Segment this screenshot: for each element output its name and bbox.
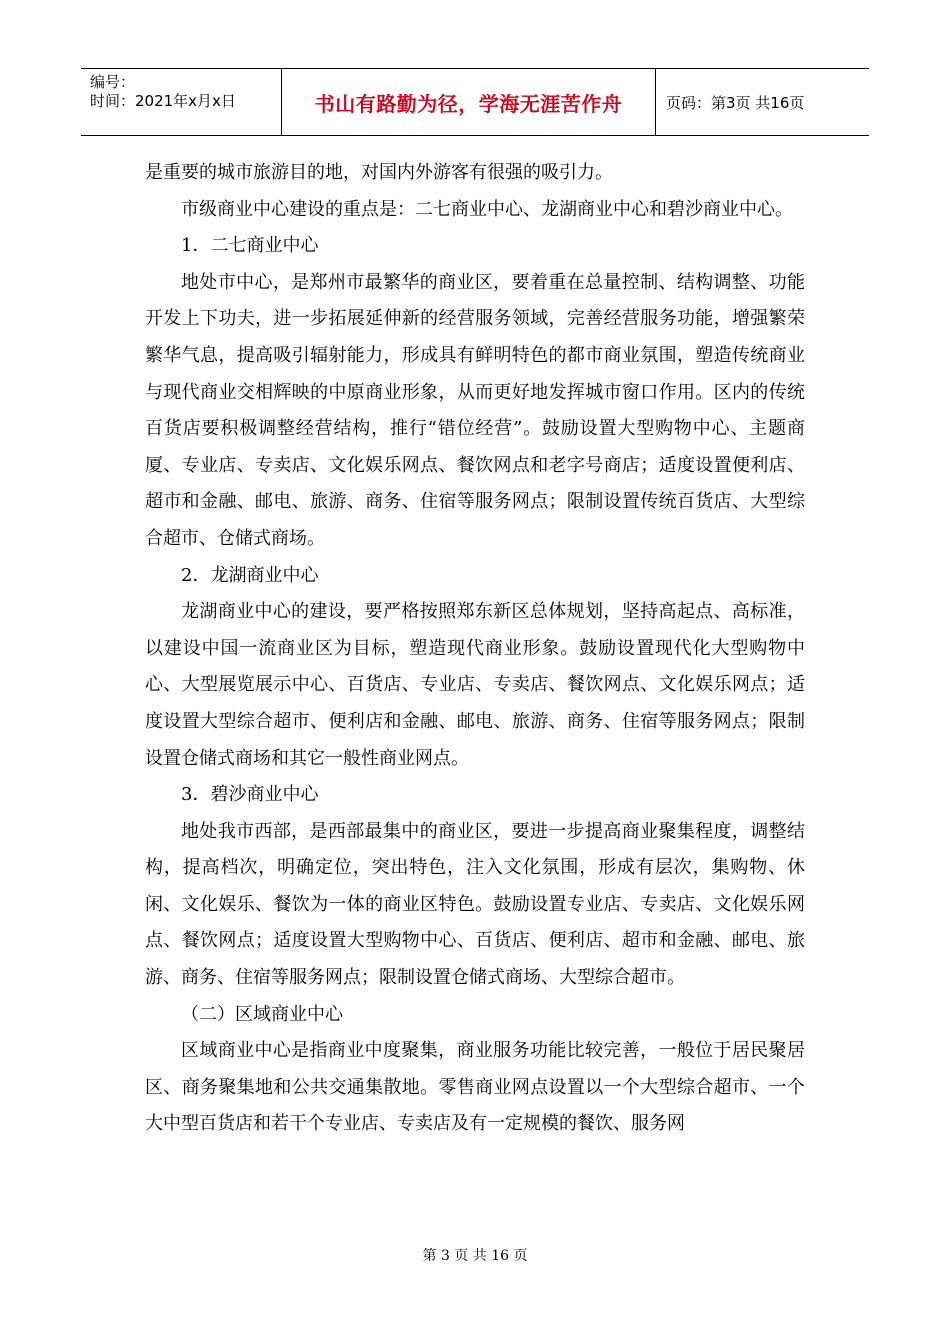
body-paragraph: 地处市中心，是郑州市最繁华的商业区，要着重在总量控制、结构调整、功能开发上下功夫，进一步拓展延伸新的经营服务领域，完善经营服务功能，增强繁荣繁华气息，提高吸引辐射能力，形成具有鲜明特色的都市商业氛围，塑造传统商业与现代商业交相辉映的中原商业形象，从而更好地发挥城市窗口作用。区内的传统百货店要积极调整经营结构，推行“错位经营”。鼓励设置大型购物中心、主题商厦、专业店、专卖店、文化娱乐网点、餐饮网点和老字号商店；适度设置便利店、超市和金融、邮电、旅游、商务、住宿等服务网点；限制设置传统百货店、大型综合超市、仓储式商场。 — [145, 271, 805, 549]
header-motto: 书山有路勤为径，学海无涯苦作舟 — [282, 69, 656, 135]
section-heading: 1．二七商业中心 — [181, 235, 319, 257]
header-page-info: 页码：第3页 共16页 — [666, 93, 805, 112]
body-paragraph: 龙湖商业中心的建设，要严格按照郑东新区总体规划，坚持高起点、高标准，以建设中国一流商业区为目标，塑造现代商业形象。鼓励设置现代化大型购物中心、大型展览展示中心、百货店、专业店、专卖店、餐饮网点、文化娱乐网点；适度设置大型综合超市、便利店和金融、邮电、旅游、商务、住宿等服务网点；限制设置仓储式商场和其它一般性商业网点。 — [145, 601, 805, 769]
page-header — [81, 68, 869, 136]
body-paragraph: 市级商业中心建设的重点是：二七商业中心、龙湖商业中心和碧沙商业中心。 — [181, 198, 793, 220]
document-number-label: 编号： — [90, 73, 136, 91]
body-paragraph: 是重要的城市旅游目的地，对国内外游客有很强的吸引力。 — [145, 162, 613, 183]
header-meta-cell — [81, 69, 282, 135]
document-date-label: 时间：2021年x月x日 — [90, 92, 236, 110]
section-heading: 3．碧沙商业中心 — [181, 784, 319, 806]
section-heading: 2．龙湖商业中心 — [181, 564, 319, 586]
body-paragraph: 区域商业中心是指商业中度聚集，商业服务功能比较完善，一般位于居民聚居区、商务聚集地和公共交通集散地。零售商业网点设置以一个大型综合超市、一个大中型百货店和若干个专业店、专卖店及有一定规模的餐饮、服务网 — [145, 1040, 805, 1135]
document-body — [145, 155, 805, 1143]
body-paragraph: 地处我市西部，是西部最集中的商业区，要进一步提高商业聚集程度，调整结构，提高档次，明确定位，突出特色，注入文化氛围，形成有层次，集购物、休闲、文化娱乐、餐饮为一体的商业区特色。鼓励设置专业店、专卖店、文化娱乐网点、餐饮网点；适度设置大型购物中心、百货店、便利店、超市和金融、邮电、旅游、商务、住宿等服务网点；限制设置仓储式商场、大型综合超市。 — [145, 820, 805, 989]
page-footer: 第 3 页 共 16 页 — [422, 1248, 528, 1264]
section-heading: （二）区域商业中心 — [181, 1003, 343, 1025]
